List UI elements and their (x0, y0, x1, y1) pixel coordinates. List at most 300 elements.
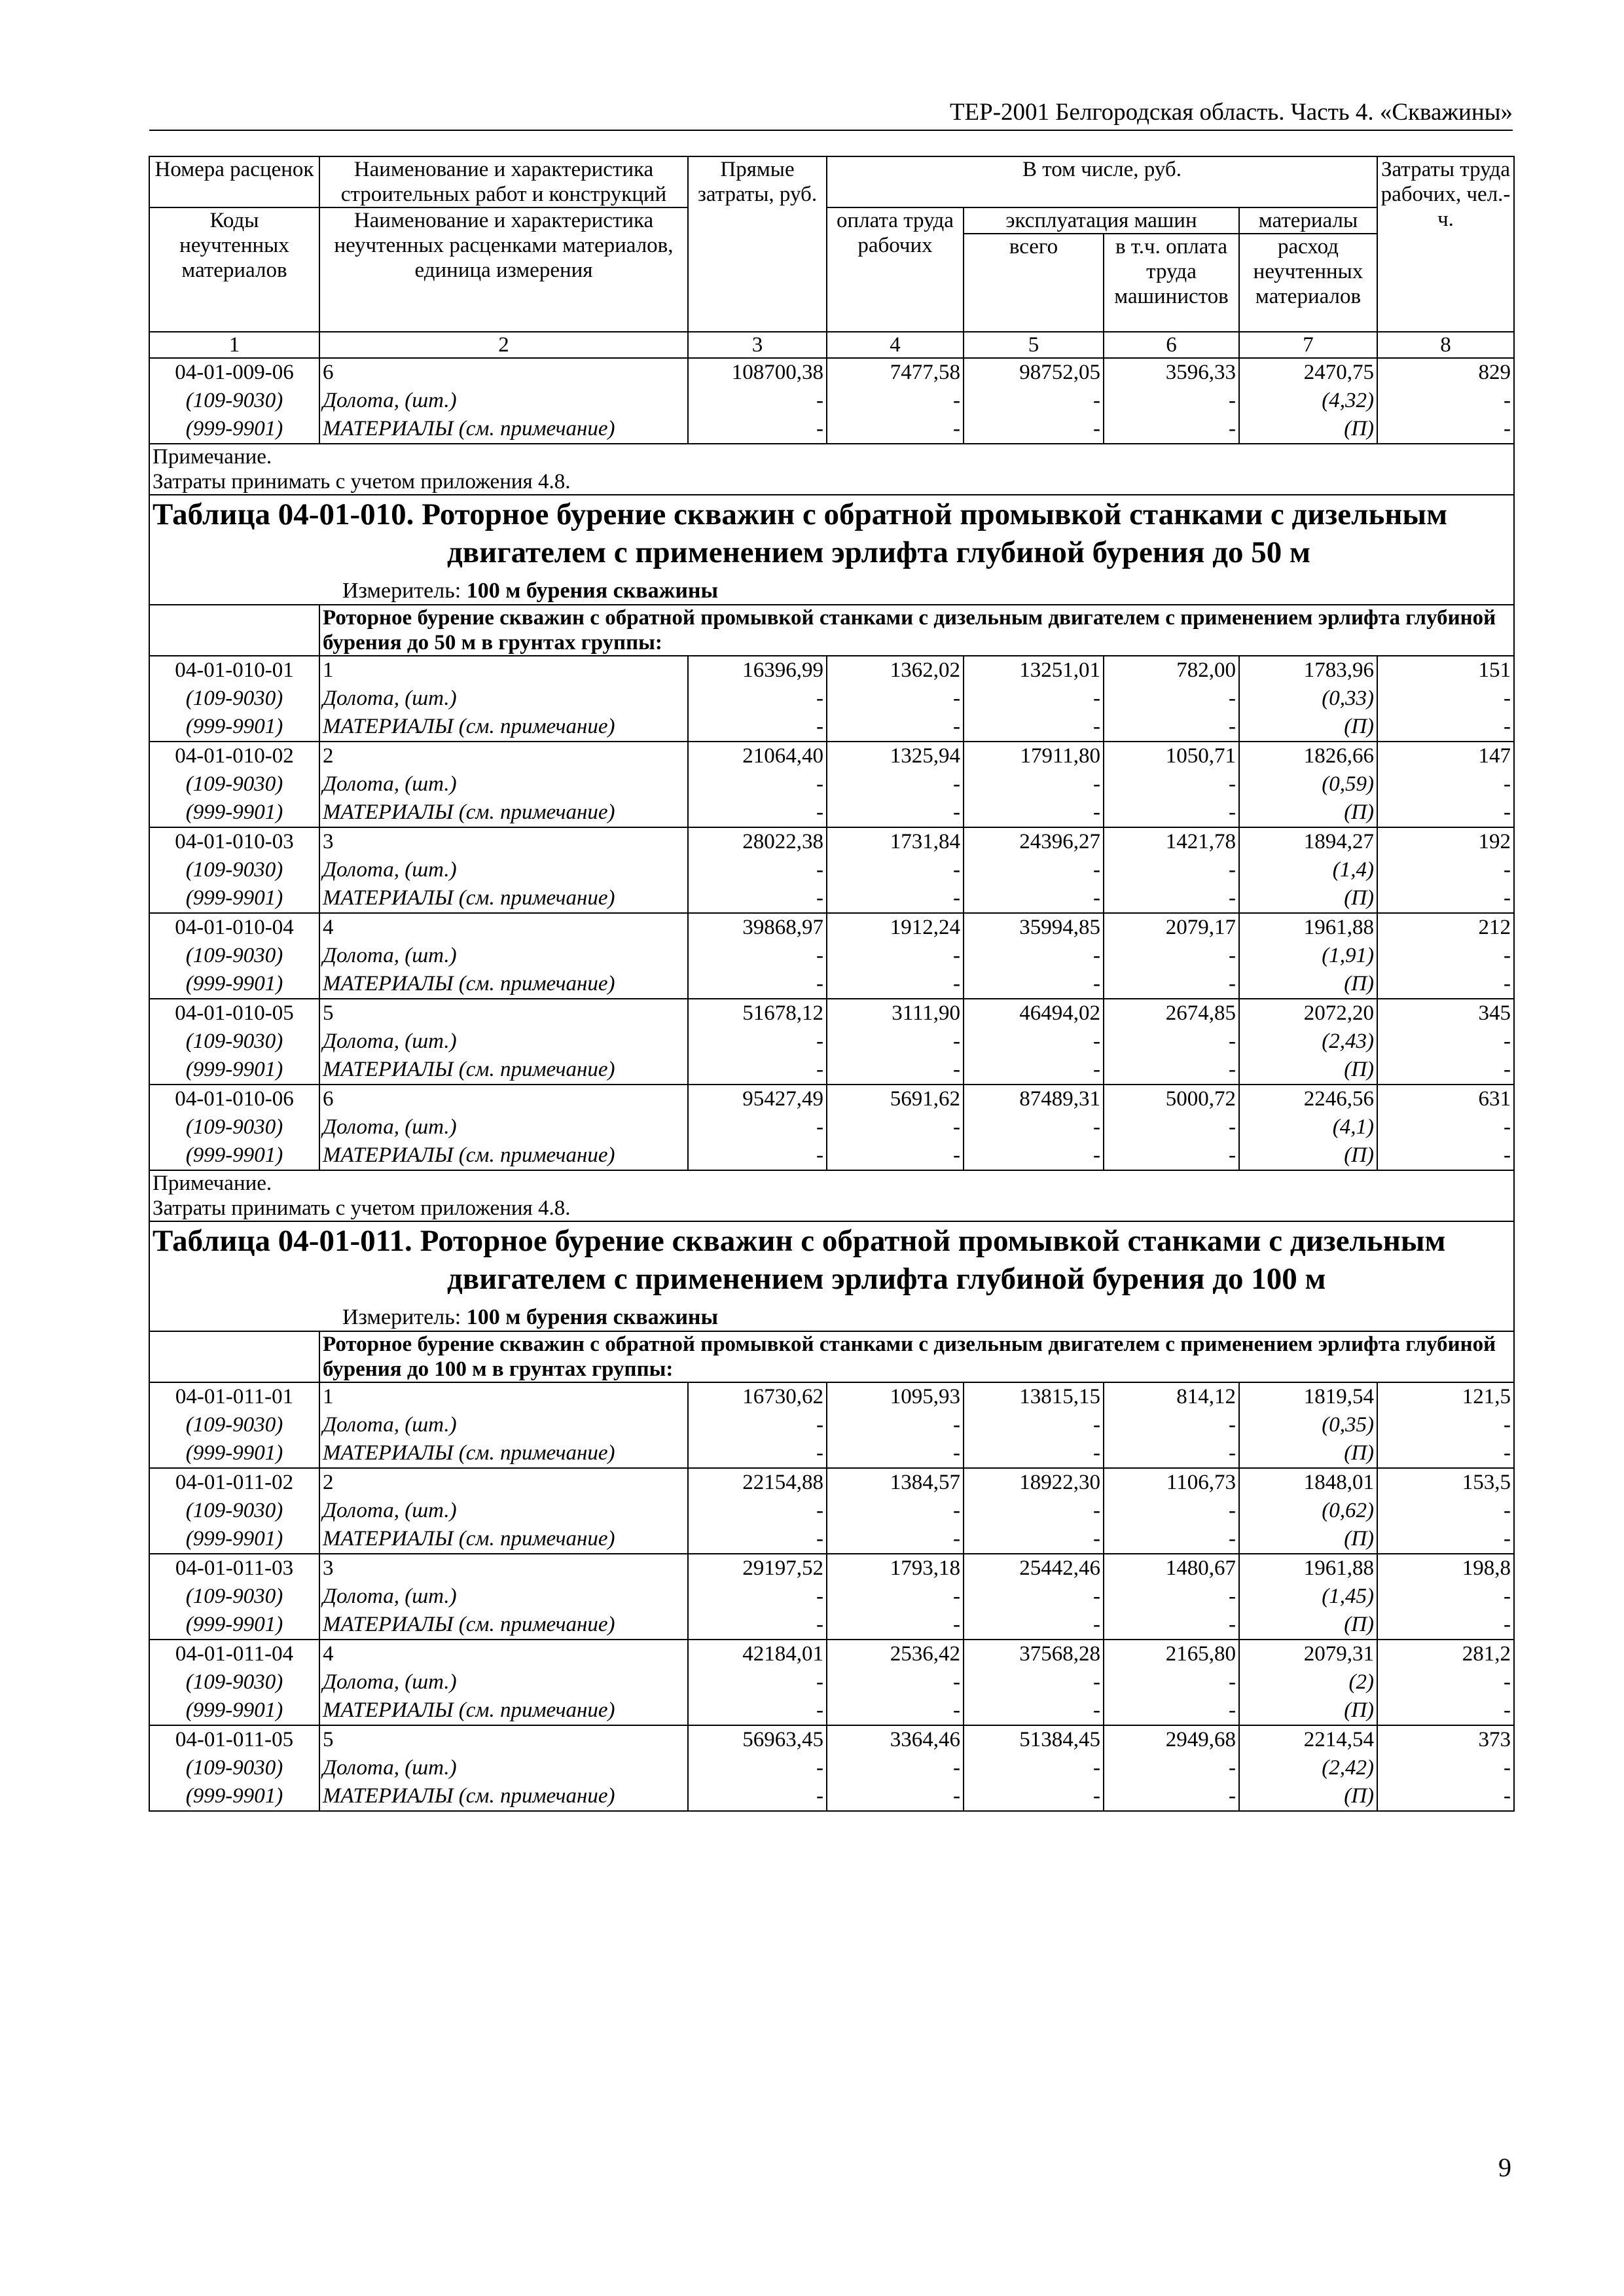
machinist-pay-cell: 1106,73 (1104, 1468, 1239, 1497)
material-name: МАТЕРИАЛЫ (см. примечание) (319, 1782, 688, 1811)
machinist-pay-cell: 1480,67 (1104, 1554, 1239, 1583)
material-row (149, 1696, 1514, 1725)
header-rule (149, 130, 1513, 131)
dash-cell: - (964, 415, 1104, 444)
material-name: МАТЕРИАЛЫ (см. примечание) (319, 1141, 688, 1170)
dash-cell: - (964, 713, 1104, 742)
dash-cell: - (688, 1028, 827, 1056)
col-header-materials-use: расход неучтенных материалов (1239, 234, 1377, 332)
dash-cell: - (964, 884, 1104, 913)
rate-name: 1 (319, 656, 688, 685)
rate-code: 04-01-011-01 (149, 1382, 319, 1411)
dash-cell: - (964, 1113, 1104, 1141)
dash-cell: - (964, 1411, 1104, 1439)
dash-cell: - (1377, 1056, 1514, 1085)
labor-pay-cell: 1095,93 (827, 1382, 964, 1411)
labor-hours-cell: 212 (1377, 913, 1514, 942)
document-header: ТЕР-2001 Белгородская область. Часть 4. «Скважины» (949, 99, 1513, 126)
dash-cell: - (1104, 1439, 1239, 1468)
material-quantity: (0,62) (1239, 1497, 1377, 1525)
material-row (149, 1113, 1514, 1141)
machines-total-cell: 24396,27 (964, 827, 1104, 856)
material-quantity: (П) (1239, 415, 1377, 444)
table-caption (149, 495, 1514, 605)
dash-cell: - (827, 1439, 964, 1468)
col-header-materials: материалы (1239, 207, 1377, 234)
dash-cell: - (1104, 1056, 1239, 1085)
rate-code: 04-01-010-01 (149, 656, 319, 685)
material-name: МАТЕРИАЛЫ (см. примечание) (319, 798, 688, 827)
dash-cell: - (1104, 1583, 1239, 1611)
rate-name: 1 (319, 1382, 688, 1411)
material-code: (999-9901) (149, 1696, 319, 1725)
material-quantity: (П) (1239, 1141, 1377, 1170)
material-code: (999-9901) (149, 1141, 319, 1170)
material-row (149, 770, 1514, 798)
dash-cell: - (1104, 1525, 1239, 1554)
dash-cell: - (1104, 713, 1239, 742)
material-name: Долота, (шт.) (319, 1028, 688, 1056)
dash-cell: - (964, 685, 1104, 713)
labor-pay-cell: 1325,94 (827, 742, 964, 770)
labor-pay-cell: 1793,18 (827, 1554, 964, 1583)
material-quantity: (2) (1239, 1668, 1377, 1696)
rate-code: 04-01-011-05 (149, 1725, 319, 1754)
dash-cell: - (1104, 856, 1239, 884)
material-quantity: (1,91) (1239, 942, 1377, 970)
group-heading-row (149, 605, 1514, 656)
dash-cell: - (1377, 685, 1514, 713)
material-row (149, 1439, 1514, 1468)
rate-name: 5 (319, 999, 688, 1028)
note-title: Примечание. (153, 445, 272, 469)
col-header-materials-name: Наименование и характеристика неучтенных расценками материалов, единица измерения (319, 207, 688, 332)
col-header-machinist-pay: в т.ч. оплата труда машинистов (1104, 234, 1239, 332)
material-row (149, 1782, 1514, 1811)
dash-cell: - (1377, 798, 1514, 827)
dash-cell: - (688, 1056, 827, 1085)
dash-cell: - (1377, 1611, 1514, 1640)
rate-row (149, 1725, 1514, 1754)
materials-cell: 2214,54 (1239, 1725, 1377, 1754)
dash-cell: - (1377, 970, 1514, 999)
dash-cell: - (964, 1497, 1104, 1525)
measure-value: 100 м бурения скважины (466, 1305, 719, 1329)
dash-cell: - (827, 1411, 964, 1439)
group-heading-spacer (149, 605, 319, 656)
material-row (149, 1583, 1514, 1611)
material-quantity: (1,4) (1239, 856, 1377, 884)
material-quantity: (4,32) (1239, 387, 1377, 415)
material-quantity: (П) (1239, 884, 1377, 913)
labor-hours-cell: 281,2 (1377, 1640, 1514, 1668)
material-code: (999-9901) (149, 970, 319, 999)
dash-cell: - (964, 1141, 1104, 1170)
materials-cell: 2470,75 (1239, 358, 1377, 387)
labor-pay-cell: 5691,62 (827, 1085, 964, 1113)
dash-cell: - (1377, 713, 1514, 742)
machines-total-cell: 13251,01 (964, 656, 1104, 685)
material-code: (109-9030) (149, 1583, 319, 1611)
dash-cell: - (1104, 1113, 1239, 1141)
col-number: 1 (149, 332, 319, 358)
material-code: (999-9901) (149, 1525, 319, 1554)
material-quantity: (П) (1239, 1525, 1377, 1554)
materials-cell: 1819,54 (1239, 1382, 1377, 1411)
rate-row (149, 1468, 1514, 1497)
rate-row (149, 742, 1514, 770)
dash-cell: - (688, 856, 827, 884)
dash-cell: - (688, 970, 827, 999)
material-quantity: (П) (1239, 1782, 1377, 1811)
dash-cell: - (688, 1782, 827, 1811)
material-name: Долота, (шт.) (319, 1113, 688, 1141)
group-heading: Роторное бурение скважин с обратной промывкой станками с дизельным двигателем с применением эрлифта глубиной бурения до 100 м в грунтах группы: (319, 1331, 1514, 1382)
machines-total-cell: 51384,45 (964, 1725, 1104, 1754)
machinist-pay-cell: 814,12 (1104, 1382, 1239, 1411)
dash-cell: - (827, 970, 964, 999)
dash-cell: - (688, 1583, 827, 1611)
direct-costs-cell: 28022,38 (688, 827, 827, 856)
table-caption-row (149, 495, 1514, 605)
material-quantity: (П) (1239, 1611, 1377, 1640)
note-text: Затраты принимать с учетом приложения 4.8. (153, 470, 571, 493)
dash-cell: - (1377, 1439, 1514, 1468)
dash-cell: - (688, 1611, 827, 1640)
material-row (149, 1141, 1514, 1170)
direct-costs-cell: 39868,97 (688, 913, 827, 942)
material-code: (109-9030) (149, 1113, 319, 1141)
dash-cell: - (1104, 798, 1239, 827)
labor-pay-cell: 1912,24 (827, 913, 964, 942)
dash-cell: - (1104, 1141, 1239, 1170)
dash-cell: - (1104, 1497, 1239, 1525)
materials-cell: 1848,01 (1239, 1468, 1377, 1497)
material-name: МАТЕРИАЛЫ (см. примечание) (319, 1056, 688, 1085)
material-code: (109-9030) (149, 387, 319, 415)
direct-costs-cell: 95427,49 (688, 1085, 827, 1113)
material-name: Долота, (шт.) (319, 1411, 688, 1439)
labor-hours-cell: 198,8 (1377, 1554, 1514, 1583)
page-number: 9 (1498, 2153, 1511, 2182)
direct-costs-cell: 22154,88 (688, 1468, 827, 1497)
material-row (149, 1668, 1514, 1696)
dash-cell: - (827, 1583, 964, 1611)
dash-cell: - (1104, 970, 1239, 999)
dash-cell: - (964, 1583, 1104, 1611)
rate-name: 6 (319, 358, 688, 387)
material-name: Долота, (шт.) (319, 942, 688, 970)
material-code: (999-9901) (149, 1611, 319, 1640)
labor-pay-cell: 3111,90 (827, 999, 964, 1028)
col-number: 3 (688, 332, 827, 358)
rate-name: 4 (319, 913, 688, 942)
dash-cell: - (827, 1525, 964, 1554)
dash-cell: - (1377, 1668, 1514, 1696)
materials-cell: 1961,88 (1239, 913, 1377, 942)
machines-total-cell: 87489,31 (964, 1085, 1104, 1113)
material-quantity: (П) (1239, 713, 1377, 742)
dash-cell: - (1104, 387, 1239, 415)
dash-cell: - (964, 1668, 1104, 1696)
col-number: 4 (827, 332, 964, 358)
material-row (149, 884, 1514, 913)
dash-cell: - (1377, 770, 1514, 798)
material-code: (999-9901) (149, 1056, 319, 1085)
dash-cell: - (688, 685, 827, 713)
rate-code: 04-01-011-02 (149, 1468, 319, 1497)
dash-cell: - (827, 1497, 964, 1525)
machines-total-cell: 18922,30 (964, 1468, 1104, 1497)
dash-cell: - (1377, 415, 1514, 444)
material-quantity: (0,59) (1239, 770, 1377, 798)
machines-total-cell: 46494,02 (964, 999, 1104, 1028)
dash-cell: - (688, 798, 827, 827)
rate-name: 4 (319, 1640, 688, 1668)
table-caption (149, 1221, 1514, 1331)
material-quantity: (П) (1239, 1056, 1377, 1085)
labor-hours-cell: 631 (1377, 1085, 1514, 1113)
labor-pay-cell: 2536,42 (827, 1640, 964, 1668)
materials-cell: 1894,27 (1239, 827, 1377, 856)
machinist-pay-cell: 1421,78 (1104, 827, 1239, 856)
dash-cell: - (827, 1113, 964, 1141)
col-header-material-codes: Коды неучтенных материалов (149, 207, 319, 332)
material-code: (999-9901) (149, 798, 319, 827)
rate-name: 3 (319, 827, 688, 856)
dash-cell: - (827, 1141, 964, 1170)
col-header-labor-hours: Затраты труда рабочих, чел.-ч. (1377, 156, 1514, 332)
dash-cell: - (827, 685, 964, 713)
dash-cell: - (688, 1113, 827, 1141)
dash-cell: - (688, 1668, 827, 1696)
dash-cell: - (964, 856, 1104, 884)
material-quantity: (4,1) (1239, 1113, 1377, 1141)
dash-cell: - (1377, 1754, 1514, 1782)
measure-label: Измеритель: (342, 579, 461, 603)
rate-code: 04-01-011-04 (149, 1640, 319, 1668)
material-name: Долота, (шт.) (319, 387, 688, 415)
dash-cell: - (827, 1028, 964, 1056)
dash-cell: - (827, 798, 964, 827)
labor-pay-cell: 7477,58 (827, 358, 964, 387)
col-header-rate-numbers: Номера расценок (149, 156, 319, 207)
rate-code: 04-01-010-05 (149, 999, 319, 1028)
direct-costs-cell: 51678,12 (688, 999, 827, 1028)
group-heading: Роторное бурение скважин с обратной промывкой станками с дизельным двигателем с применением эрлифта глубиной бурения до 50 м в грунтах группы: (319, 605, 1514, 656)
dash-cell: - (1104, 1028, 1239, 1056)
dash-cell: - (688, 1497, 827, 1525)
materials-cell: 2246,56 (1239, 1085, 1377, 1113)
dash-cell: - (1104, 1611, 1239, 1640)
material-quantity: (0,35) (1239, 1411, 1377, 1439)
rate-row (149, 1554, 1514, 1583)
dash-cell: - (964, 1439, 1104, 1468)
machinist-pay-cell: 2165,80 (1104, 1640, 1239, 1668)
dash-cell: - (688, 1439, 827, 1468)
dash-cell: - (1377, 1113, 1514, 1141)
machinist-pay-cell: 782,00 (1104, 656, 1239, 685)
material-quantity: (П) (1239, 1439, 1377, 1468)
labor-hours-cell: 345 (1377, 999, 1514, 1028)
material-row (149, 387, 1514, 415)
measure-unit (342, 578, 1511, 604)
material-name: МАТЕРИАЛЫ (см. примечание) (319, 415, 688, 444)
rates-table (149, 156, 1515, 1812)
dash-cell: - (1377, 856, 1514, 884)
material-code: (109-9030) (149, 1754, 319, 1782)
labor-hours-cell: 121,5 (1377, 1382, 1514, 1411)
material-quantity: (П) (1239, 798, 1377, 827)
machines-total-cell: 37568,28 (964, 1640, 1104, 1668)
material-name: МАТЕРИАЛЫ (см. примечание) (319, 1611, 688, 1640)
dash-cell: - (1377, 1782, 1514, 1811)
material-row (149, 942, 1514, 970)
dash-cell: - (688, 770, 827, 798)
material-code: (109-9030) (149, 685, 319, 713)
labor-pay-cell: 3364,46 (827, 1725, 964, 1754)
labor-pay-cell: 1731,84 (827, 827, 964, 856)
dash-cell: - (1104, 942, 1239, 970)
dash-cell: - (964, 1782, 1104, 1811)
table-title (153, 495, 1511, 571)
col-header-machines-total: всего (964, 234, 1104, 332)
rate-name: 6 (319, 1085, 688, 1113)
col-number: 7 (1239, 332, 1377, 358)
rate-code: 04-01-009-06 (149, 358, 319, 387)
direct-costs-cell: 16396,99 (688, 656, 827, 685)
dash-cell: - (688, 415, 827, 444)
materials-cell: 1961,88 (1239, 1554, 1377, 1583)
dash-cell: - (964, 798, 1104, 827)
table-title (153, 1222, 1511, 1298)
dash-cell: - (827, 415, 964, 444)
dash-cell: - (964, 1056, 1104, 1085)
material-code: (999-9901) (149, 1439, 319, 1468)
rate-code: 04-01-010-04 (149, 913, 319, 942)
labor-hours-cell: 829 (1377, 358, 1514, 387)
direct-costs-cell: 29197,52 (688, 1554, 827, 1583)
material-row (149, 798, 1514, 827)
material-code: (109-9030) (149, 942, 319, 970)
machinist-pay-cell: 1050,71 (1104, 742, 1239, 770)
material-quantity: (П) (1239, 970, 1377, 999)
note-text: Затраты принимать с учетом приложения 4.8. (153, 1196, 571, 1220)
rate-code: 04-01-010-03 (149, 827, 319, 856)
col-header-machines: эксплуатация машин (964, 207, 1239, 234)
rate-row (149, 827, 1514, 856)
material-code: (999-9901) (149, 415, 319, 444)
material-row (149, 1611, 1514, 1640)
material-name: МАТЕРИАЛЫ (см. примечание) (319, 1439, 688, 1468)
dash-cell: - (1377, 1411, 1514, 1439)
material-row (149, 1497, 1514, 1525)
dash-cell: - (1104, 1668, 1239, 1696)
materials-cell: 1783,96 (1239, 656, 1377, 685)
direct-costs-cell: 56963,45 (688, 1725, 827, 1754)
material-row (149, 1056, 1514, 1085)
dash-cell: - (827, 1668, 964, 1696)
dash-cell: - (1104, 415, 1239, 444)
rate-code: 04-01-010-02 (149, 742, 319, 770)
dash-cell: - (827, 942, 964, 970)
dash-cell: - (827, 770, 964, 798)
dash-cell: - (827, 884, 964, 913)
note-title: Примечание. (153, 1172, 272, 1195)
direct-costs-cell: 16730,62 (688, 1382, 827, 1411)
material-row (149, 415, 1514, 444)
dash-cell: - (964, 1525, 1104, 1554)
machinist-pay-cell: 2949,68 (1104, 1725, 1239, 1754)
material-name: Долота, (шт.) (319, 1754, 688, 1782)
group-heading-spacer (149, 1331, 319, 1382)
direct-costs-cell: 42184,01 (688, 1640, 827, 1668)
dash-cell: - (827, 1056, 964, 1085)
rate-row (149, 1640, 1514, 1668)
material-row (149, 1754, 1514, 1782)
rate-name: 2 (319, 742, 688, 770)
col-number: 6 (1104, 332, 1239, 358)
col-number: 5 (964, 332, 1104, 358)
labor-hours-cell: 373 (1377, 1725, 1514, 1754)
table-title-text: Роторное бурение скважин с обратной промывкой станками с дизельным двигателем с применением эрлифта глубиной бурения до 50 м (422, 497, 1448, 569)
note-row (149, 1170, 1514, 1221)
material-row (149, 856, 1514, 884)
dash-cell: - (964, 1611, 1104, 1640)
dash-cell: - (1104, 884, 1239, 913)
note-row (149, 444, 1514, 495)
material-code: (999-9901) (149, 713, 319, 742)
dash-cell: - (1104, 1754, 1239, 1782)
table-label: Таблица 04-01-011. (153, 1224, 412, 1258)
material-code: (999-9901) (149, 1782, 319, 1811)
rate-name: 3 (319, 1554, 688, 1583)
dash-cell: - (964, 1696, 1104, 1725)
material-name: Долота, (шт.) (319, 856, 688, 884)
rate-row (149, 999, 1514, 1028)
direct-costs-cell: 21064,40 (688, 742, 827, 770)
dash-cell: - (964, 1754, 1104, 1782)
dash-cell: - (827, 856, 964, 884)
dash-cell: - (1377, 884, 1514, 913)
machines-total-cell: 98752,05 (964, 358, 1104, 387)
material-quantity: (П) (1239, 1696, 1377, 1725)
dash-cell: - (688, 942, 827, 970)
material-quantity: (1,45) (1239, 1583, 1377, 1611)
rate-name: 5 (319, 1725, 688, 1754)
material-code: (109-9030) (149, 856, 319, 884)
material-name: Долота, (шт.) (319, 1497, 688, 1525)
material-row (149, 1028, 1514, 1056)
col-header-direct-costs: Прямые затраты, руб. (688, 156, 827, 332)
material-row (149, 970, 1514, 999)
dash-cell: - (1104, 685, 1239, 713)
group-heading-row (149, 1331, 1514, 1382)
dash-cell: - (964, 770, 1104, 798)
dash-cell: - (688, 1141, 827, 1170)
dash-cell: - (827, 1611, 964, 1640)
dash-cell: - (688, 1411, 827, 1439)
dash-cell: - (1104, 1411, 1239, 1439)
material-name: Долота, (шт.) (319, 1668, 688, 1696)
materials-cell: 2072,20 (1239, 999, 1377, 1028)
dash-cell: - (688, 1696, 827, 1725)
dash-cell: - (964, 942, 1104, 970)
machines-total-cell: 35994,85 (964, 913, 1104, 942)
material-name: МАТЕРИАЛЫ (см. примечание) (319, 1525, 688, 1554)
col-header-including: В том числе, руб. (827, 156, 1377, 207)
table-label: Таблица 04-01-010. (153, 497, 414, 531)
